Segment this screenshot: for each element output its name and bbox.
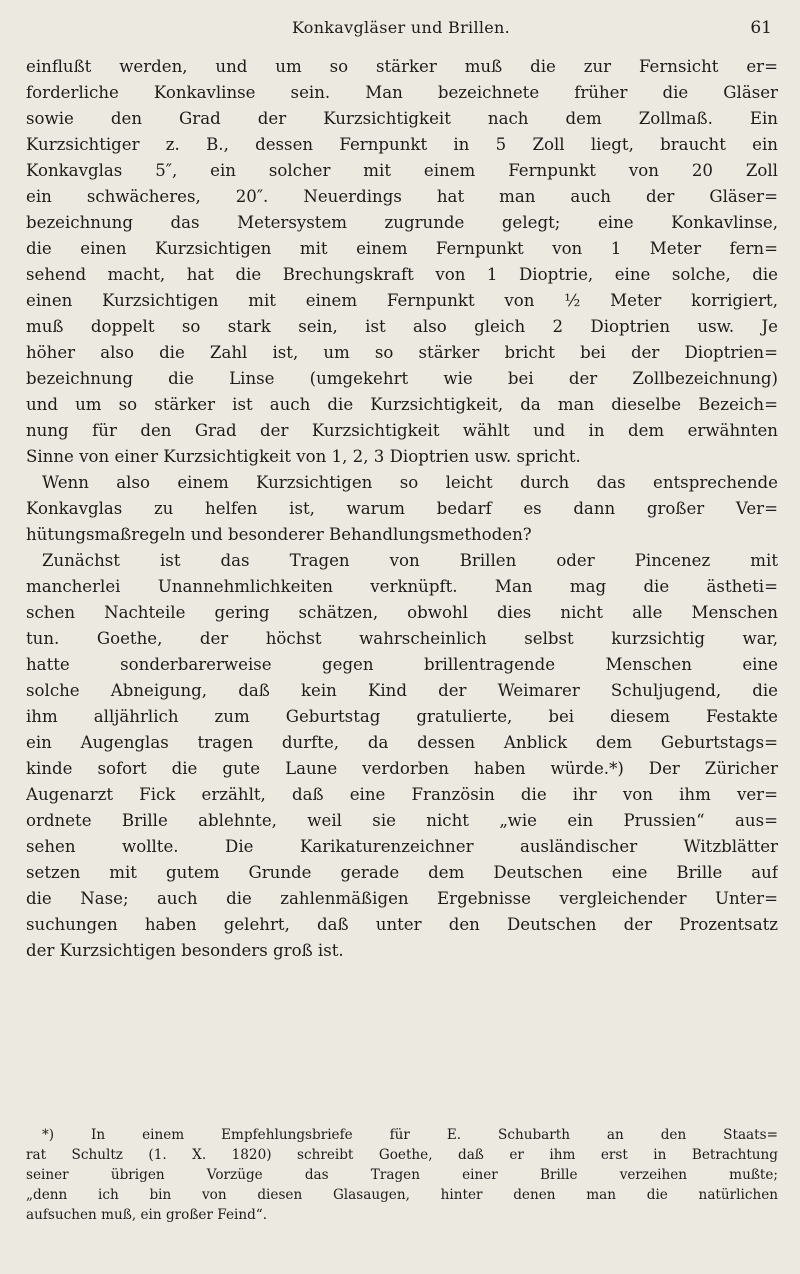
text-line: Wenn also einem Kurzsichtigen so leicht durch das entsprechende (42, 473, 778, 492)
footnote-line: seiner übrigen Vorzüge das Tragen einer Brille verzeihen mußte; (26, 1167, 778, 1183)
text-line: Konkavglas 5″, ein solcher mit einem Fernpunkt von 20 Zoll (26, 161, 778, 180)
text-line: setzen mit gutem Grunde gerade dem Deutschen eine Brille auf (26, 863, 778, 882)
text-line: Kurzsichtiger z. B., dessen Fernpunkt in 5 Zoll liegt, braucht ein (26, 135, 778, 154)
footnote-line: „denn ich bin von diesen Glasaugen, hinter denen man die natürlichen (26, 1187, 778, 1203)
text-line: Augenarzt Fick erzählt, daß eine Französin die ihr von ihm ver= (26, 785, 778, 804)
text-line: muß doppelt so stark sein, ist also gleich 2 Dioptrien usw. Je (26, 317, 778, 336)
text-line: Konkavglas zu helfen ist, warum bedarf es dann großer Ver= (26, 499, 778, 518)
text-line: ordnete Brille ablehnte, weil sie nicht „wie ein Prussien“ aus= (26, 811, 778, 830)
text-line: einflußt werden, und um so stärker muß die zur Fernsicht er= (26, 57, 778, 76)
text-line: ein schwächeres, 20″. Neuerdings hat man auch der Gläser= (26, 187, 778, 206)
text-line: der Kurzsichtigen besonders groß ist. (26, 941, 344, 960)
text-line: hatte sonderbarerweise gegen brillentragende Menschen eine (26, 655, 778, 674)
text-line: forderliche Konkavlinse sein. Man bezeichnete früher die Gläser (26, 83, 778, 102)
running-head: Konkavgläser und Brillen. (291, 18, 511, 37)
footnote (26, 1125, 778, 1225)
text-line: Sinne von einer Kurzsichtigkeit von 1, 2, 3 Dioptrien usw. spricht. (26, 447, 581, 466)
text-line: einen Kurzsichtigen mit einem Fernpunkt von ½ Meter korrigiert, (26, 291, 778, 310)
text-line: suchungen haben gelehrt, daß unter den Deutschen der Prozentsatz (26, 915, 778, 934)
text-line: sehend macht, hat die Brechungskraft von 1 Dioptrie, eine solche, die (26, 265, 778, 284)
text-line: solche Abneigung, daß kein Kind der Weimarer Schuljugend, die (26, 681, 778, 700)
text-line: nung für den Grad der Kurzsichtigkeit wählt und in dem erwähnten (26, 421, 778, 440)
text-line: die einen Kurzsichtigen mit einem Fernpunkt von 1 Meter fern= (26, 239, 778, 258)
footnote-line: aufsuchen muß, ein großer Feind“. (26, 1207, 268, 1223)
text-line: schen Nachteile gering schätzen, obwohl dies nicht alle Menschen (26, 603, 778, 622)
footnote-line: rat Schultz (1. X. 1820) schreibt Goethe, daß er ihm erst in Betrachtung (26, 1147, 778, 1163)
footnote-line: *) In einem Empfehlungsbriefe für E. Schubarth an den Staats= (42, 1127, 778, 1143)
text-line: höher also die Zahl ist, um so stärker bricht bei der Dioptrien= (26, 343, 778, 362)
text-line: bezeichnung die Linse (umgekehrt wie bei der Zollbezeichnung) (26, 369, 778, 388)
page-header (26, 18, 776, 44)
text-line: sowie den Grad der Kurzsichtigkeit nach dem Zollmaß. Ein (26, 109, 778, 128)
page-number: 61 (750, 18, 772, 38)
text-line: kinde sofort die gute Laune verdorben haben würde.*) Der Züricher (26, 759, 778, 778)
text-line: ihm alljährlich zum Geburtstag gratulierte, bei diesem Festakte (26, 707, 778, 726)
body-text (26, 54, 778, 964)
text-line: die Nase; auch die zahlenmäßigen Ergebnisse vergleichender Unter= (26, 889, 778, 908)
text-line: und um so stärker ist auch die Kurzsichtigkeit, da man dieselbe Bezeich= (26, 395, 778, 414)
text-line: mancherlei Unannehmlichkeiten verknüpft. Man mag die ästheti= (26, 577, 778, 596)
text-line: hütungsmaßregeln und besonderer Behandlungsmethoden? (26, 525, 532, 544)
text-line: bezeichnung das Metersystem zugrunde gelegt; eine Konkavlinse, (26, 213, 778, 232)
text-line: Zunächst ist das Tragen von Brillen oder Pincenez mit (42, 551, 778, 570)
text-line: tun. Goethe, der höchst wahrscheinlich selbst kurzsichtig war, (26, 629, 778, 648)
text-line: sehen wollte. Die Karikaturenzeichner ausländischer Witzblätter (26, 837, 778, 856)
text-line: ein Augenglas tragen durfte, da dessen Anblick dem Geburtstags= (26, 733, 778, 752)
